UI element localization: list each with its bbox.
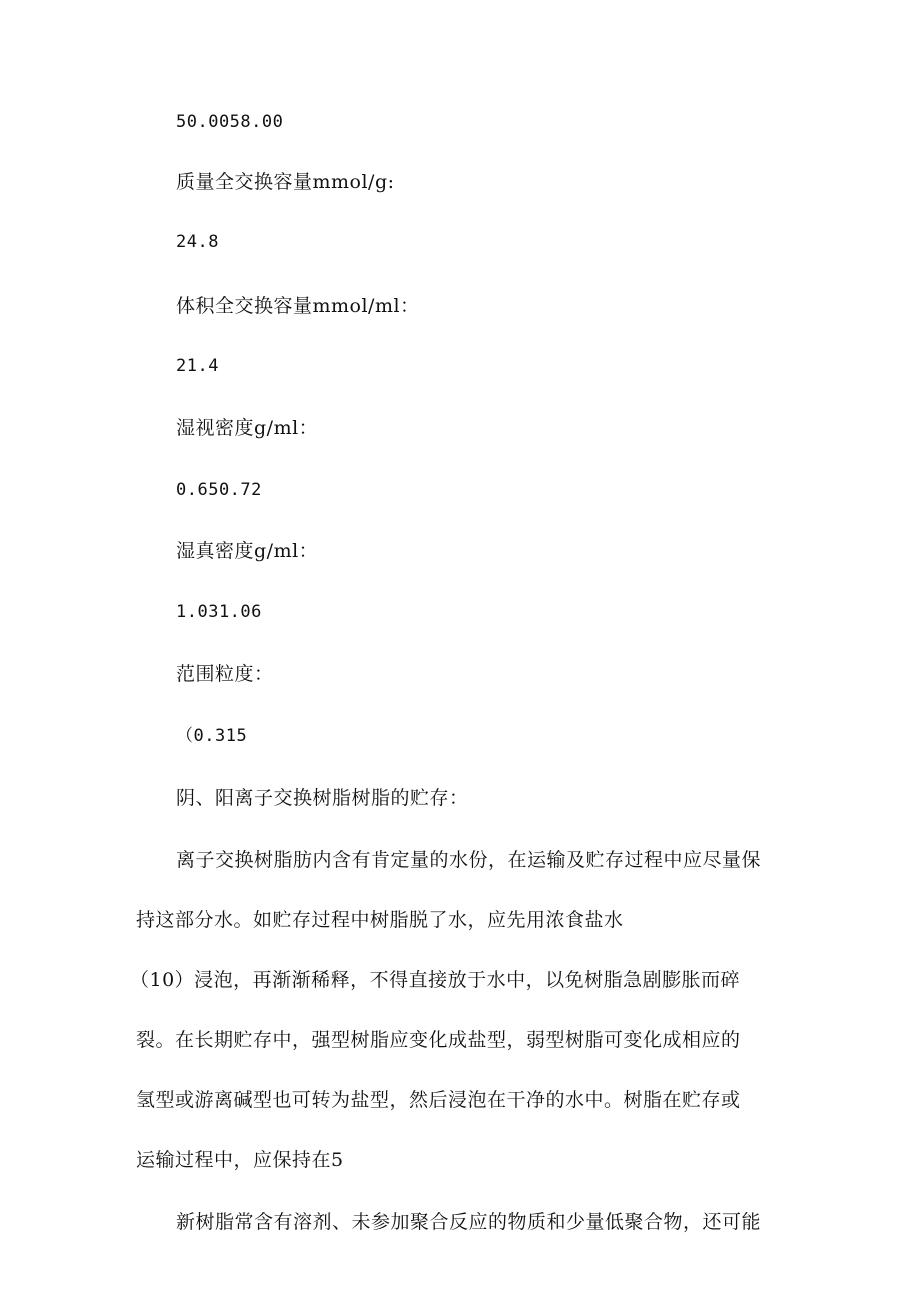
volume-exchange-capacity-label: 体积全交换容量mmol/ml： — [176, 295, 420, 317]
paragraph-line: 裂。在长期贮存中，强型树脂应变化成盐型，弱型树脂可变化成相应的 — [136, 1029, 741, 1051]
paragraph-2-first-line: 新树脂常含有溶剂、未参加聚合反应的物质和少量低聚合物，还可能 — [176, 1211, 762, 1233]
paragraph-line: 持这部分水。如贮存过程中树脂脱了水，应先用浓食盐水 — [136, 909, 624, 931]
mass-exchange-capacity-label: 质量全交换容量mmol/g: — [176, 171, 395, 193]
wet-apparent-density-label: 湿视密度g/ml： — [176, 417, 319, 439]
paragraph-line: 氢型或游离碱型也可转为盐型，然后浸泡在干净的水中。树脂在贮存或 — [136, 1089, 741, 1111]
paragraph-line: （10）浸泡，再渐渐稀释，不得直接放于水中，以免树脂急剧膨胀而碎 — [130, 969, 741, 991]
wet-true-density-label: 湿真密度g/ml： — [176, 540, 319, 562]
spec-value-6: （0.315 — [176, 726, 248, 746]
storage-heading: 阴、阳离子交换树脂树脂的贮存： — [176, 787, 469, 809]
spec-value-5: 1.031.06 — [176, 602, 262, 622]
spec-value-3: 21.4 — [176, 356, 219, 376]
particle-size-range-label: 范围粒度： — [176, 663, 274, 685]
paragraph-line: 离子交换树脂肪内含有肯定量的水份，在运输及贮存过程中应尽量保 — [176, 849, 762, 871]
spec-value-1: 50.0058.00 — [176, 112, 284, 132]
paragraph-line: 运输过程中，应保持在5 — [136, 1149, 344, 1171]
spec-value-4: 0.650.72 — [176, 480, 262, 500]
spec-value-2: 24.8 — [176, 232, 219, 252]
